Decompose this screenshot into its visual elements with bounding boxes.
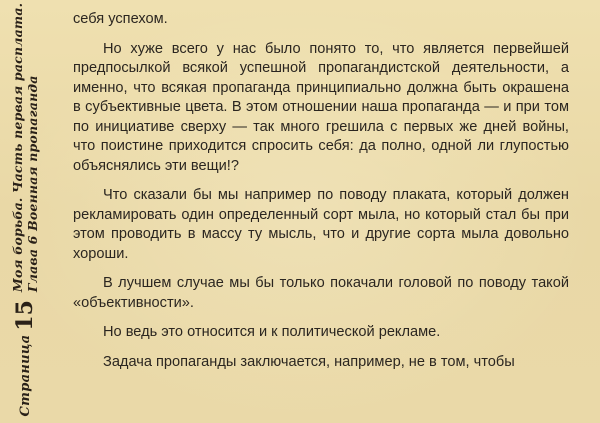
paragraph: Задача пропаганды заключается, например, не в том, чтобы (103, 353, 515, 370)
running-title (10, 3, 40, 292)
paragraph: Но ведь это относится и к политической рекламе. (103, 324, 441, 340)
page-margin-header (0, 0, 50, 423)
book-title: Моя борьба. Часть первая расплата. (10, 2, 25, 293)
paragraph: Но хуже всего у нас было понято то, что является первейшей предпосылкой всякой успешной пропагандистской деятельности, а именно, что всякая пропаганда принципиально должна быть окрашена в субъективные цвета. В этом отношении наша пропаганда — и при том по инициативе сверху — так много грешила с первых же дней войны, что поистине приходится спросить себя: да полно, одной ли глупостью объяснялись эти вещи!? (73, 40, 569, 174)
margin-header-rotated (0, 0, 50, 423)
page-label: Страница (17, 334, 33, 417)
paragraph: Что сказали бы мы например по поводу плаката, который должен рекламировать один определенный сорт мыла, но который стал бы при этом проводить в массу ту мысль, что и другие сорта мыла довольно хороши. (73, 187, 569, 262)
chapter-title: Глава 6 Военная пропаганда (25, 75, 40, 293)
page-number: 15 (12, 300, 38, 331)
paragraph: себя успехом. (73, 11, 168, 27)
page-indicator (12, 300, 38, 416)
body-text (73, 10, 569, 382)
paragraph: В лучшем случае мы бы только покачали головой по поводу такой «объективности». (73, 275, 569, 311)
